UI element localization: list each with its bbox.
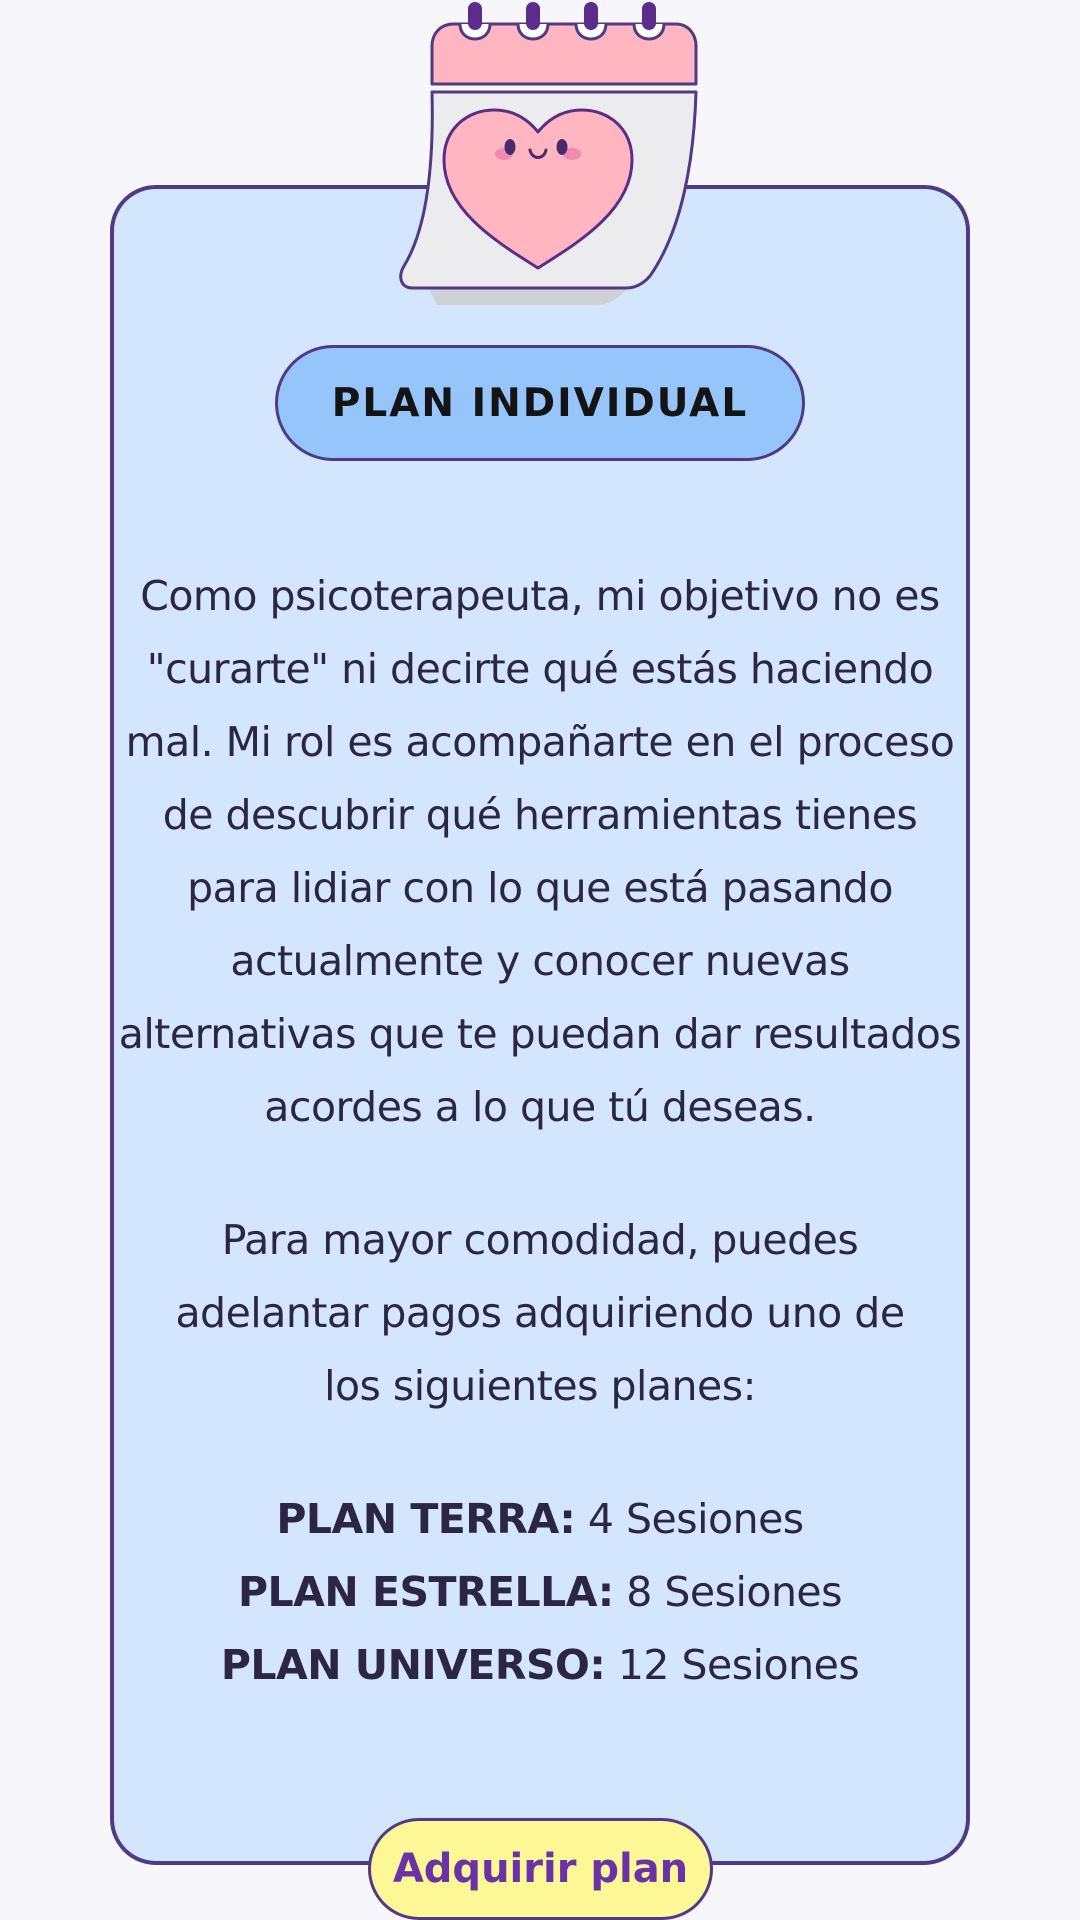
- plan-item-sessions: 8 Sesiones: [626, 1568, 843, 1616]
- plan-item-name: PLAN UNIVERSO:: [220, 1641, 606, 1689]
- plan-content: [110, 560, 970, 1702]
- plan-item-name: PLAN TERRA:: [276, 1495, 576, 1543]
- plan-note: Para mayor comodidad, puedes adelantar pagos adquiriendo uno de los siguientes planes:: [175, 1216, 905, 1410]
- plan-item: [110, 1556, 970, 1629]
- plan-item-sessions: 4 Sesiones: [587, 1495, 804, 1543]
- plan-item-name: PLAN ESTRELLA:: [237, 1568, 614, 1616]
- plans-list: [110, 1483, 970, 1702]
- acquire-plan-label: Adquirir plan: [392, 1846, 689, 1892]
- calendar-heart-icon: [382, 0, 702, 310]
- acquire-plan-button[interactable]: [368, 1818, 713, 1920]
- plan-item-sessions: 12 Sesiones: [617, 1641, 860, 1689]
- plan-title: PLAN INDIVIDUAL: [331, 380, 749, 426]
- plan-item: [110, 1629, 970, 1702]
- plan-title-badge: [275, 345, 805, 461]
- plan-item: [110, 1483, 970, 1556]
- plan-description: Como psicoterapeuta, mi objetivo no es "curarte" ni decirte qué estás haciendo mal. Mi rol es acompañarte en el proceso de descubrir qué herramientas tienes para lidiar con lo que está pasando actualmente y conocer nuevas alternativas que te puedan dar resultados acordes a lo que tú deseas.: [118, 572, 962, 1131]
